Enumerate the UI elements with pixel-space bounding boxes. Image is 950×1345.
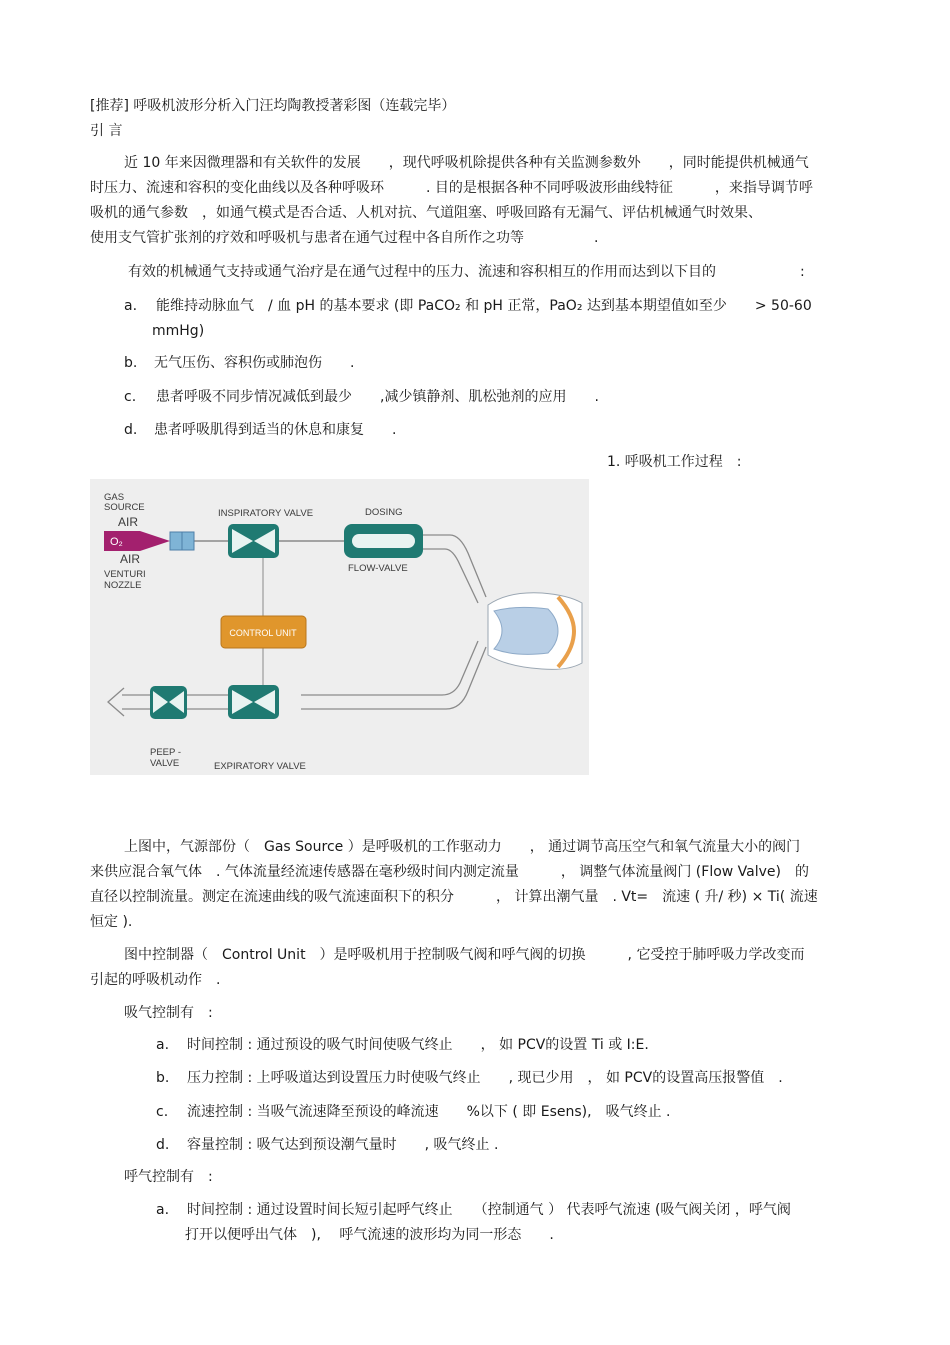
goal-text: 患者呼吸不同步情况减低到最少 ,减少镇静剂、肌松弛剂的应用 . xyxy=(156,389,599,405)
goal-text: mmHg) xyxy=(152,323,205,339)
exp-item: 时间控制 : 通过设置时间长短引起呼气终止 （控制通气 ） 代表呼气流速 (吸气阀关闭 ，呼气阀 xyxy=(187,1202,791,1218)
inspiratory-valve-label: INSPIRATORY VALVE xyxy=(218,508,314,519)
inspiratory-valve xyxy=(228,524,279,558)
peep-valve xyxy=(150,686,187,719)
control-paragraph-line: 引起的呼吸机动作 . xyxy=(90,972,221,988)
intro-line: 近 10 年来因微理器和有关软件的发展 ，现代呼吸机除提供各种有关监测参数外 ，同时能提供机械通气 xyxy=(124,155,809,171)
section-heading: 1. 呼吸机工作过程 : xyxy=(607,454,742,470)
gas-paragraph-line: 来供应混合氧气体 . 气体流量经流速传感器在毫秒级时间内测定流量 ， 调整气体流量阀门 (Flow Valve) 的 xyxy=(90,864,809,880)
expiratory-valve xyxy=(228,685,279,719)
insp-marker: b. xyxy=(156,1070,170,1086)
control-unit xyxy=(221,616,306,648)
insp-item: 容量控制 : 吸气达到预设潮气量时 , 吸气终止 . xyxy=(187,1137,499,1153)
intro-line: 使用支气管扩张剂的疗效和呼吸机与患者在通气过程中各自所作之功等 . xyxy=(90,230,599,246)
flow-valve-label: FLOW-VALVE xyxy=(348,563,408,574)
control-unit-label: CONTROL UNIT xyxy=(229,628,297,638)
insp-item: 时间控制 : 通过预设的吸气时间使吸气终止 ， 如 PCV的设置 Ti 或 I:E. xyxy=(187,1037,649,1053)
ventilator-diagram xyxy=(90,479,589,775)
intro-line: 吸机的通气参数 ，如通气模式是否合适、人机对抗、气道阻塞、呼吸回路有无漏气、评估机械通气时效果、 xyxy=(90,205,762,221)
insp-heading: 吸气控制有 : xyxy=(124,1005,213,1021)
insp-marker: c. xyxy=(156,1104,169,1120)
goal-text: 无气压伤、容积伤或肺泡伤 . xyxy=(154,355,355,371)
exp-item: 打开以便呼出气体 ), 呼气流速的波形均为同一形态 . xyxy=(185,1227,554,1243)
gas-paragraph-line: 上图中，气源部份（ Gas Source ）是呼吸机的工作驱动力 ， 通过调节高压空气和氧气流量大小的阀门 xyxy=(124,839,801,855)
gas-paragraph-line: 直径以控制流量。测定在流速曲线的吸气流速面积下的积分 ， 计算出潮气量 . Vt= 流速 ( 升/ 秒) × Ti( 流速 xyxy=(90,889,818,905)
dosing-label: DOSING xyxy=(365,507,403,518)
goal-marker: d. xyxy=(124,422,138,438)
gas-source-label: SOURCE xyxy=(104,502,145,513)
flow-valve xyxy=(344,524,423,558)
expiratory-valve-label: EXPIRATORY VALVE xyxy=(214,761,306,772)
venturi-label: NOZZLE xyxy=(104,580,142,591)
o2-arrow xyxy=(104,531,194,551)
goal-marker: a. xyxy=(124,298,138,314)
document-title: [推荐] 呼吸机波形分析入门汪均陶教授著彩图（连载完毕） xyxy=(90,98,456,114)
goal-text: 能维持动脉血气 / 血 pH 的基本要求 (即 PaCO₂ 和 pH 正常，PaO₂ 达到基本期望值如至少 > 50-60 xyxy=(156,298,812,314)
peep-valve-label: VALVE xyxy=(150,758,180,769)
o2-label: O₂ xyxy=(110,536,123,548)
air-label: AIR xyxy=(118,515,139,529)
insp-marker: a. xyxy=(156,1037,170,1053)
exp-marker: a. xyxy=(156,1202,170,1218)
insp-item: 压力控制 : 上呼吸道达到设置压力时使吸气终止 , 现已少用 ， 如 PCV的设置高压报警值 . xyxy=(187,1070,783,1086)
gas-source-label: GAS xyxy=(104,492,125,503)
air-label: AIR xyxy=(120,552,141,566)
peep-valve-label: PEEP - xyxy=(150,747,181,758)
control-paragraph-line: 图中控制器（ Control Unit ）是呼吸机用于控制吸气阀和呼气阀的切换 , 它受控于肺呼吸力学改变而 xyxy=(124,947,805,963)
goal-marker: c. xyxy=(124,389,137,405)
goal-text: 患者呼吸肌得到适当的休息和康复 . xyxy=(154,422,397,438)
goal-marker: b. xyxy=(124,355,138,371)
exp-heading: 呼气控制有 : xyxy=(124,1169,213,1185)
venturi-label: VENTURI xyxy=(104,569,146,580)
insp-item: 流速控制 : 当吸气流速降至预设的峰流速 %以下 ( 即 Esens), 吸气终止 . xyxy=(187,1104,671,1120)
lung-icon xyxy=(488,593,582,670)
intro-heading: 引 言 xyxy=(90,123,123,139)
insp-marker: d. xyxy=(156,1137,170,1153)
gas-paragraph-line: 恒定 ). xyxy=(90,914,133,930)
intro-line: 时压力、流速和容积的变化曲线以及各种呼吸环 . 目的是根据各种不同呼吸波形曲线特征 ，来指导调节呼 xyxy=(90,180,813,196)
goals-intro: 有效的机械通气支持或通气治疗是在通气过程中的压力、流速和容积相互的作用而达到以下目的 : xyxy=(128,264,805,280)
